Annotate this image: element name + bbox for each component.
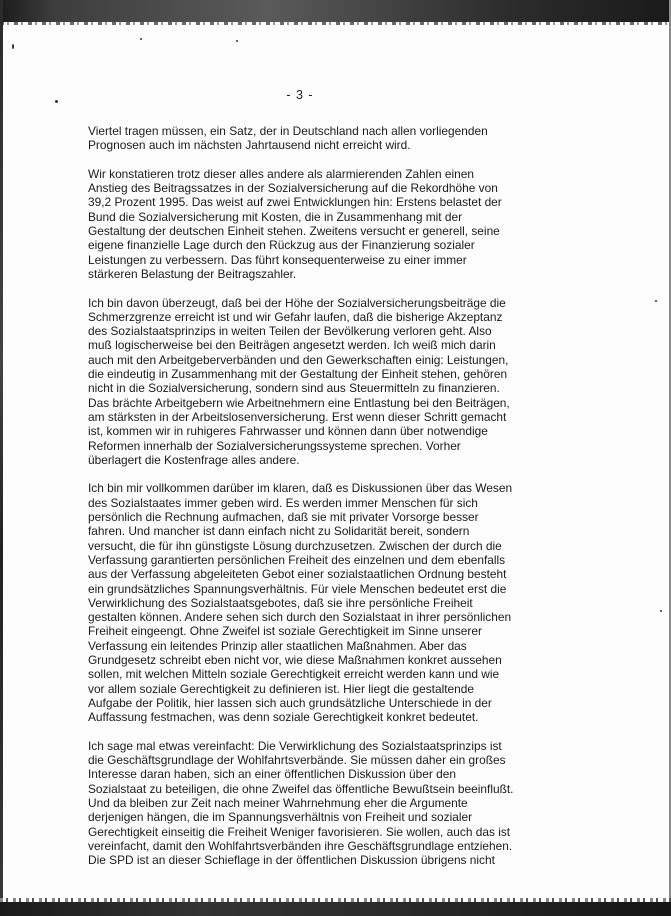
text-line: des Sozialstaatsprinzips in weiten Teilen der Bevölkerung verloren geht. Also bbox=[88, 324, 492, 339]
text-line: Gerechtigkeit einseitig die Freiheit Weniger favorisieren. Sie wollen, auch das ist bbox=[88, 824, 511, 839]
text-line: die eindeutig in Zusammenhang mit der Gestaltung der Einheit stehen, gehören bbox=[88, 367, 508, 382]
text-line: vereinfacht, damit den Wohlfahrtsverbänden ihre Geschäftsgrundlage entziehen. bbox=[88, 838, 513, 853]
scan-speck bbox=[12, 44, 14, 49]
text-line: Sozialstaat zu beteiligen, die ohne Zweifel das öffentliche Bewußtsein beeinflußt. bbox=[88, 781, 514, 796]
scan-left-edge bbox=[0, 0, 3, 916]
text-line: aus der Verfassung abgeleiteten Gebot einer sozialstaatlichen Ordnung besteht bbox=[88, 567, 507, 582]
scan-speck bbox=[660, 610, 662, 612]
text-line: eigene finanzielle Lage durch den Rückzug aus der Finanzierung sozialer bbox=[88, 238, 475, 253]
paragraph bbox=[88, 481, 518, 724]
text-line: nicht in die Sozialversicherung, sondern sind aus Steuermitteln zu finanzieren. bbox=[88, 381, 500, 396]
text-line: derjenigen hängen, die im Spannungsverhältnis von Freiheit und sozialer bbox=[88, 810, 473, 825]
text-line: Verwirklichung des Sozialstaatsgebotes, daß sie ihre persönliche Freiheit bbox=[88, 595, 473, 610]
text-line: Das brächte Arbeitgebern wie Arbeitnehmern eine Entlastung bei den Beiträgen, bbox=[88, 395, 510, 410]
scan-top-edge bbox=[0, 0, 671, 22]
paragraph bbox=[88, 739, 518, 868]
text-line: Reformen innerhalb der Sozialversicherungssysteme sprechen. Vorher bbox=[88, 438, 461, 453]
text-line: Prognosen auch im nächsten Jahrtausend nicht erreicht wird. bbox=[88, 138, 411, 153]
text-line: Die SPD ist an dieser Schieflage in der öffentlichen Diskussion übrigens nicht bbox=[88, 853, 495, 868]
text-line: Viertel tragen müssen, ein Satz, der in Deutschland nach allen vorliegenden bbox=[88, 124, 488, 138]
text-line: überlagert die Kostenfrage alles andere. bbox=[88, 452, 300, 467]
scan-speck bbox=[236, 40, 238, 42]
text-line: Freiheit eingeengt. Ohne Zweifel ist soziale Gerechtigkeit im Sinne unserer bbox=[88, 624, 482, 639]
text-line: Ich bin davon überzeugt, daß bei der Höhe der Sozialversicherungsbeiträge die bbox=[88, 295, 506, 310]
page-number: - 3 - bbox=[286, 88, 314, 102]
text-line: die Geschäftsgrundlage der Wohlfahrtsverbände. Sie müssen daher ein großes bbox=[88, 753, 506, 768]
text-line: Ich sage mal etwas vereinfacht: Die Verwirklichung des Sozialstaatsprinzips ist bbox=[88, 738, 502, 753]
text-line: stärkeren Belastung der Beitragszahler. bbox=[88, 266, 297, 281]
text-line: ist, kommen wir in ruhigeres Fahrwasser und können dann über notwendige bbox=[88, 424, 488, 439]
text-line: fahren. Und mancher ist dann einfach nicht zu Solidarität bereit, sondern bbox=[88, 524, 470, 539]
text-line: am stärksten in der Arbeitslosenversicherung. Erst wenn dieser Schritt gemacht bbox=[88, 409, 507, 424]
text-line: Aufgabe der Politik, hier lassen sich auch grundsätzliche Unterschiede in der bbox=[88, 695, 492, 710]
text-line: des Sozialstaates immer geben wird. Es werden immer Menschen für sich bbox=[88, 495, 478, 510]
text-line: auch mit den Arbeitgeberverbänden und den Gewerkschaften einig: Leistungen, bbox=[88, 352, 509, 367]
text-line: gestalten können. Andere sehen sich durch den Sozialstaat in ihrer persönlichen bbox=[88, 610, 512, 625]
text-line: Verfassung ein leitendes Prinzip aller staatlichen Maßnahmen. Aber das bbox=[88, 638, 467, 653]
text-line: Grundgesetz schreibt eben nicht vor, wie diese Maßnahmen konkret aussehen bbox=[88, 652, 502, 667]
text-line: ein grundsätzliches Spannungsverhältnis. Für viele Menschen bedeutet erst die bbox=[88, 581, 507, 596]
text-line: Auffassung festmachen, was denn soziale Gerechtigkeit konkret bedeutet. bbox=[88, 710, 479, 725]
text-line: Schmerzgrenze erreicht ist und wir Gefahr laufen, daß die bisherige Akzeptanz bbox=[88, 309, 503, 324]
scan-speck bbox=[655, 300, 657, 302]
document-body bbox=[88, 124, 518, 882]
paragraph bbox=[88, 124, 518, 153]
paragraph bbox=[88, 296, 518, 468]
paragraph bbox=[88, 167, 518, 281]
text-line: Leistungen zu verbessern. Das führt konsequenterweise zu einer immer bbox=[88, 252, 467, 267]
text-line: versucht, die für ihn günstigste Lösung durchzusetzen. Zwischen der durch die bbox=[88, 538, 502, 553]
text-line: vor allem soziale Gerechtigkeit zu definieren ist. Hier liegt die gestaltende bbox=[88, 681, 474, 696]
text-line: sollen, mit welchen Mitteln soziale Gerechtigkeit erreicht werden kann und wie bbox=[88, 667, 500, 682]
text-line: Interesse daran haben, sich an einer öffentlichen Diskussion über den bbox=[88, 767, 456, 782]
text-line: Bund die Sozialversicherung mit Kosten, die in Zusammenhang mit der bbox=[88, 209, 463, 224]
scan-bottom-edge bbox=[0, 902, 671, 916]
scan-speck bbox=[140, 38, 142, 40]
text-line: Ich bin mir vollkommen darüber im klaren, daß es Diskussionen über das Wesen bbox=[88, 481, 513, 496]
text-line: muß logischerweise bei den Beiträgen angesetzt werden. Ich weiß mich darin bbox=[88, 338, 496, 353]
text-line: Verfassung garantierten persönlichen Freiheit des einzelnen und dem ebenfalls bbox=[88, 552, 506, 567]
text-line: Wir konstatieren trotz dieser alles andere als alarmierenden Zahlen einen bbox=[88, 166, 474, 181]
text-line: Gestaltung der deutschen Einheit stehen. Zweitens versucht er generell, seine bbox=[88, 224, 500, 239]
text-line: Anstieg des Beitragssatzes in der Sozialversicherung auf die Rekordhöhe von bbox=[88, 181, 498, 196]
text-line: persönlich die Rechnung aufmachen, daß sie mit privater Vorsorge besser bbox=[88, 510, 479, 525]
text-line: 39,2 Prozent 1995. Das weist auf zwei Entwicklungen hin: Erstens belastet der bbox=[88, 195, 502, 210]
text-line: Und da bleiben zur Zeit nach meiner Wahrnehmung eher die Argumente bbox=[88, 795, 468, 810]
